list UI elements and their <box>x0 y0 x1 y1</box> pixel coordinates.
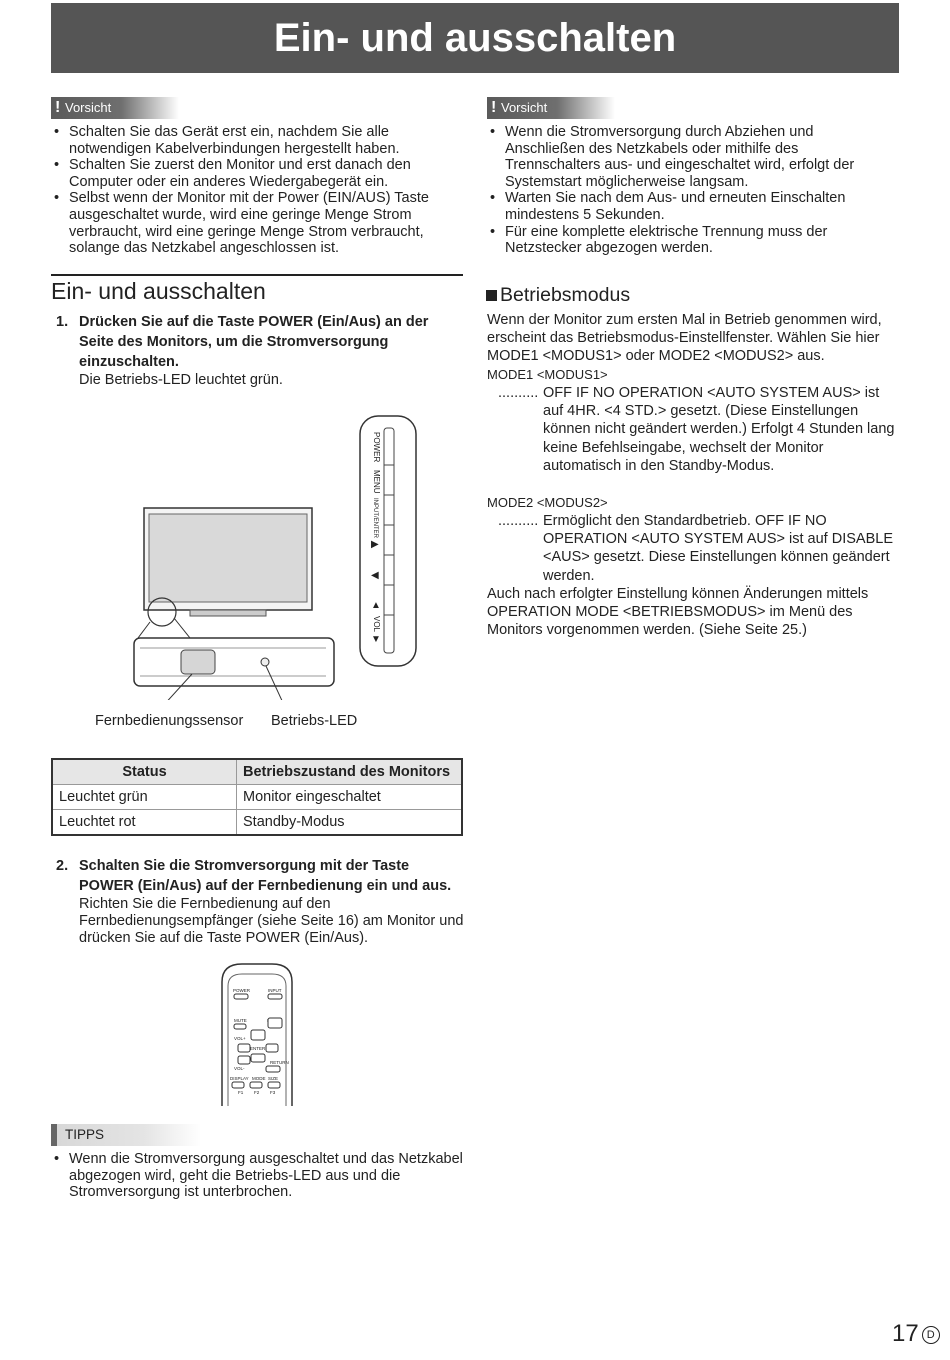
remote-label: SIZE <box>268 1076 279 1081</box>
remote-sensor <box>181 650 215 674</box>
remote-control-illustration <box>218 960 298 1110</box>
mode1-description: OFF IF NO OPERATION <AUTO SYSTEM AUS> ist auf 4HR. <4 STD.> gesetzt. (Diese Einstellungen können nicht geändert werden.) Erfolgt 4 Stunden lang keine Befehlseingabe, wechselt der Monitor automatisch in den Standby-Modus. <box>543 385 895 474</box>
list-item: • Selbst wenn der Monitor mit der Power (EIN/AUS) Taste ausgeschaltet wurde, wird eine geringe Menge Strom verbraucht, wird eine geringe Menge Strom verbraucht, solange das Netzkabel angeschlossen ist. <box>51 190 463 256</box>
section-heading: Ein- und ausschalten <box>51 274 463 305</box>
betriebsmodus-intro: Wenn der Monitor zum ersten Mal in Betrieb genommen wird, erscheint das Betriebsmodus-Einstellfenster. Wählen Sie hier MODE1 <MODUS1> oder MODE2 <MODUS2> aus. <box>487 312 882 365</box>
mode1-dots: .......... <box>498 385 539 401</box>
caution-text: Vorsicht <box>501 100 548 115</box>
list-item: • Schalten Sie das Gerät erst ein, nachdem Sie alle notwendigen Kabelverbindungen hergestellt haben. <box>51 124 463 157</box>
list-item: • Für eine komplette elektrische Trennung muss der Netzstecker abgezogen werden. <box>487 224 887 257</box>
tips-list <box>51 1151 463 1201</box>
monitor-screen <box>149 514 307 602</box>
mode2-label: MODE2 <MODUS2> <box>487 495 608 510</box>
remote-label: ENTER <box>250 1046 266 1051</box>
table-row <box>52 810 462 836</box>
step-2 <box>56 856 467 947</box>
page-banner-title: Ein- und ausschalten <box>51 3 899 73</box>
heading-text: Betriebsmodus <box>500 284 631 306</box>
remote-label: VOL- <box>234 1066 245 1071</box>
tips-label: TIPPS <box>51 1124 201 1146</box>
monitor-stand <box>190 610 266 616</box>
list-item: • Warten Sie nach dem Aus- und erneuten Einschalten mindestens 5 Sekunden. <box>487 190 887 223</box>
caution-list-right <box>487 124 887 257</box>
betriebsmodus-heading <box>486 284 630 307</box>
remote-sensor-label: Fernbedienungssensor <box>95 713 244 729</box>
page-number-text: 17 <box>892 1320 919 1347</box>
monitor-illustration <box>130 410 430 700</box>
right-arrow-icon: ▶ <box>371 539 379 550</box>
step-number: 2. <box>56 858 69 874</box>
remote-label: MUTE <box>234 1018 247 1023</box>
square-bullet-icon <box>486 290 497 301</box>
remote-label: POWER <box>233 988 251 993</box>
input-button-label: INPUT/ENTER <box>372 498 378 539</box>
vol-label: VOL <box>372 616 381 633</box>
step-instruction: Drücken Sie auf die Taste POWER (Ein/Aus) an der Seite des Monitors, um die Stromversorgung einzuschalten. <box>79 314 429 370</box>
remote-label: VOL+ <box>234 1036 246 1041</box>
step-instruction: Schalten Sie die Stromversorgung mit der Taste POWER (Ein/Aus) auf der Fernbedienung ein und aus. <box>79 858 452 894</box>
warning-icon: ! <box>55 99 61 116</box>
remote-power-button <box>234 994 248 999</box>
power-led <box>261 658 269 666</box>
remote-label: F3 <box>270 1090 276 1095</box>
remote-label: DISPLAY <box>230 1076 249 1081</box>
zoom-detail-box <box>134 638 334 686</box>
left-arrow-icon: ◀ <box>371 570 379 581</box>
down-arrow-icon: ▼ <box>371 634 381 645</box>
caution-list-left <box>51 124 463 257</box>
caution-label-left <box>51 97 179 119</box>
list-item: • Wenn die Stromversorgung durch Abziehen und Anschließen des Netzkabels oder mithilfe des Trennschalters aus- und eingeschaltet wird, erfolgt der Systemstart möglicherweise langsam. <box>487 124 887 190</box>
language-badge: D <box>922 1326 940 1344</box>
table-header: Status <box>52 759 237 785</box>
page-number <box>892 1320 940 1348</box>
step-1 <box>56 312 463 389</box>
power-button-label: POWER <box>372 432 381 463</box>
button-strip <box>384 428 394 653</box>
power-led-label: Betriebs-LED <box>271 713 358 729</box>
remote-label: RETURN <box>270 1060 289 1065</box>
list-item: • Schalten Sie zuerst den Monitor und erst danach den Computer oder ein anderes Wiedergabegerät ein. <box>51 157 463 190</box>
warning-icon: ! <box>491 99 497 116</box>
remote-input-button <box>268 994 282 999</box>
table-cell: Monitor eingeschaltet <box>237 785 463 810</box>
remote-label: MODE <box>252 1076 266 1081</box>
caution-label-right <box>487 97 615 119</box>
table-cell: Leuchtet rot <box>52 810 237 836</box>
list-item: • Wenn die Stromversorgung ausgeschaltet und das Netzkabel abgezogen wird, geht die Betriebs-LED aus und die Stromversorgung ist unterbrochen. <box>51 1151 463 1201</box>
status-table <box>51 758 463 836</box>
mode2-description: Ermöglicht den Standardbetrieb. OFF IF NO OPERATION <AUTO SYSTEM AUS> ist auf DISABLE <AUS> gesetzt. Diese Einstellungen können geändert werden. <box>543 513 893 584</box>
table-cell: Standby-Modus <box>237 810 463 836</box>
remote-label: F2 <box>254 1090 260 1095</box>
caution-text: Vorsicht <box>65 100 112 115</box>
table-header-row <box>52 759 462 785</box>
table-header: Betriebszustand des Monitors <box>237 759 463 785</box>
table-row <box>52 785 462 810</box>
mode1-label: MODE1 <MODUS1> <box>487 367 608 382</box>
step-note: Richten Sie die Fernbedienung auf den Fernbedienungsempfänger (siehe Seite 16) am Monitor und drücken Sie auf die Taste POWER (Ein/Aus). <box>79 896 464 946</box>
remote-label: F1 <box>238 1090 244 1095</box>
mode2-dots: .......... <box>498 513 539 529</box>
step-number: 1. <box>56 314 69 330</box>
betriebsmodus-outro: Auch nach erfolgter Einstellung können Änderungen mittels OPERATION MODE <BETRIEBSMODUS> im Menü des Monitors vorgenommen werden. (Siehe Seite 25.) <box>487 586 869 639</box>
step-note: Die Betriebs-LED leuchtet grün. <box>79 372 283 388</box>
menu-button-label: MENU <box>372 470 381 494</box>
up-arrow-icon: ▲ <box>371 600 381 611</box>
remote-label: INPUT <box>268 988 282 993</box>
table-cell: Leuchtet grün <box>52 785 237 810</box>
